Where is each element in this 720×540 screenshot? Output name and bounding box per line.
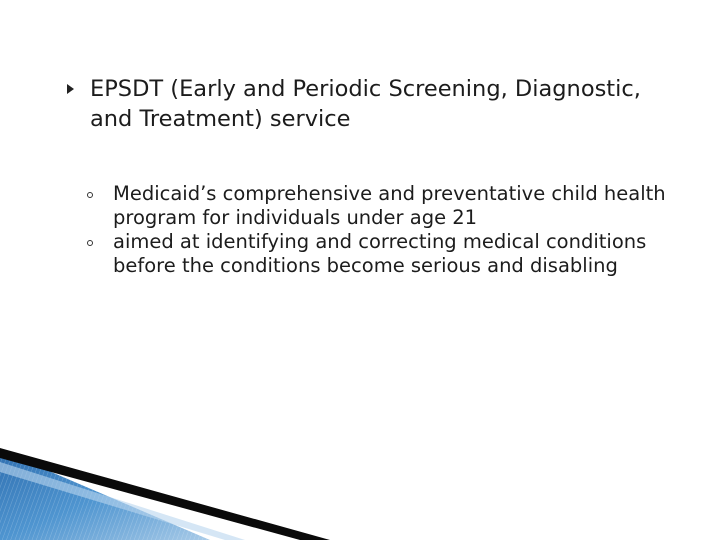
main-bullet (60, 74, 670, 134)
circle-bullet-icon (87, 192, 93, 198)
corner-decoration (0, 440, 330, 540)
sub-bullet-item (86, 230, 670, 278)
main-bullet-text: EPSDT (Early and Periodic Screening, Diagnostic, and Treatment) service (90, 76, 641, 132)
circle-bullet-icon (87, 240, 93, 246)
slide-content (60, 74, 670, 278)
sub-bullet-text: aimed at identifying and correcting medical conditions before the conditions become serious and disabling (113, 230, 647, 277)
sub-bullet-list (60, 182, 670, 278)
sub-bullet-text: Medicaid’s comprehensive and preventative child health program for individuals under age 21 (113, 182, 666, 229)
triangle-bullet-icon (67, 84, 74, 94)
sub-bullet-item (86, 182, 670, 230)
